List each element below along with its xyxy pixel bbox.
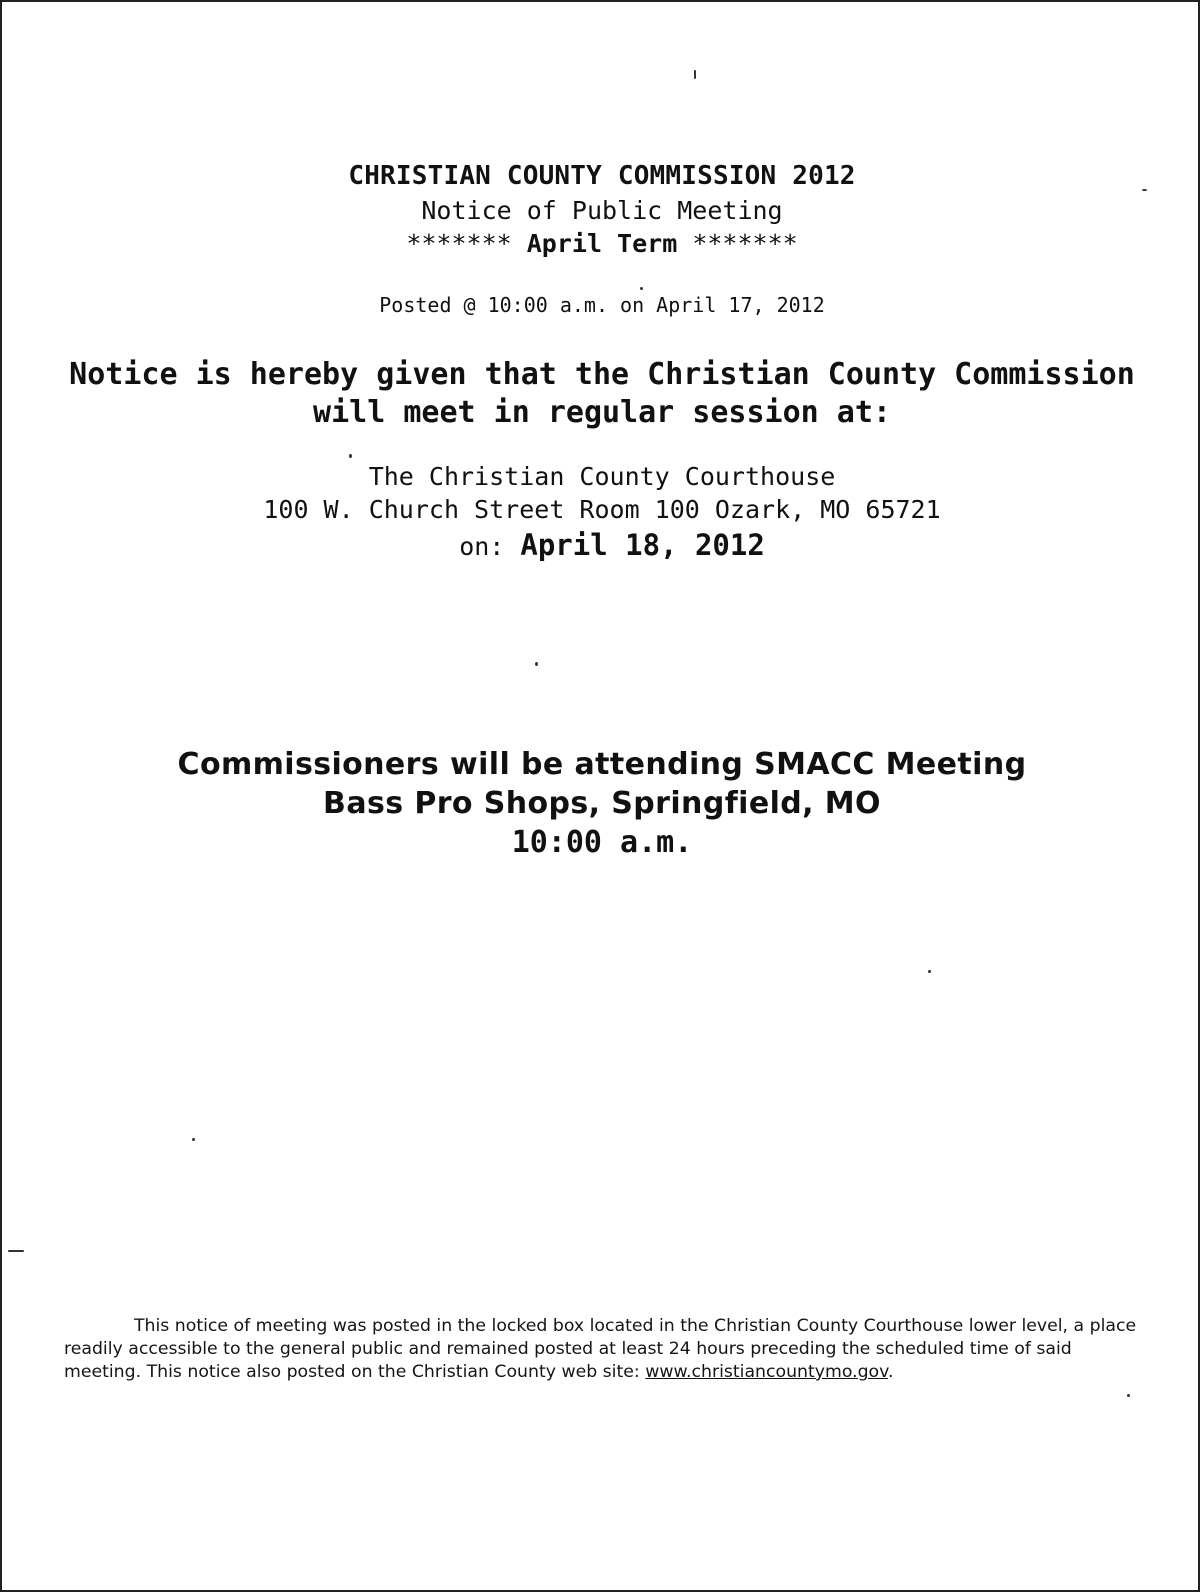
scan-speck [1127,1394,1130,1397]
meeting-date-line [2,528,1200,562]
term-line [2,229,1200,258]
notice-line-1: Notice is hereby given that the Christian County Commission [69,357,1135,392]
term-stars-left: ******* [406,229,512,258]
posting-notice-text: This notice of meeting was posted in the locked box located in the Christian County Courthouse lower level, a place readily accessible to the general public and remained posted at least 24 hours preceding the scheduled time of said meeting. This notice also posted on the Christian County web site: [64,1316,1137,1382]
term-stars-right: ******* [692,229,798,258]
agenda-line-1: Commissioners will be attending SMACC Meeting [177,747,1027,782]
county-website-link[interactable]: www.christiancountymo.gov [645,1362,889,1382]
posting-notice-paragraph [64,1315,1154,1384]
on-label: on: [459,532,505,561]
scan-speck [1142,189,1147,191]
document-title: CHRISTIAN COUNTY COMMISSION 2012 [348,161,856,191]
scan-speck [192,1138,195,1141]
scan-speck [535,662,538,666]
document-subtitle: Notice of Public Meeting [421,196,783,225]
scan-speck [640,287,643,290]
scan-speck [928,970,931,973]
location-address: 100 W. Church Street Room 100 Ozark, MO 65721 [263,495,941,524]
scan-speck [694,70,696,79]
location-building: The Christian County Courthouse [368,462,836,491]
posting-notice-end: . [888,1362,894,1382]
scan-speck [349,454,352,458]
agenda-time: 10:00 a.m. [511,825,693,860]
scan-speck [8,1250,24,1252]
term-label: April Term [526,229,678,258]
notice-line-2: will meet in regular session at: [313,395,891,430]
agenda-line-2: Bass Pro Shops, Springfield, MO [323,786,881,821]
meeting-date: April 18, 2012 [520,528,765,562]
posted-timestamp: Posted @ 10:00 a.m. on April 17, 2012 [379,293,825,317]
